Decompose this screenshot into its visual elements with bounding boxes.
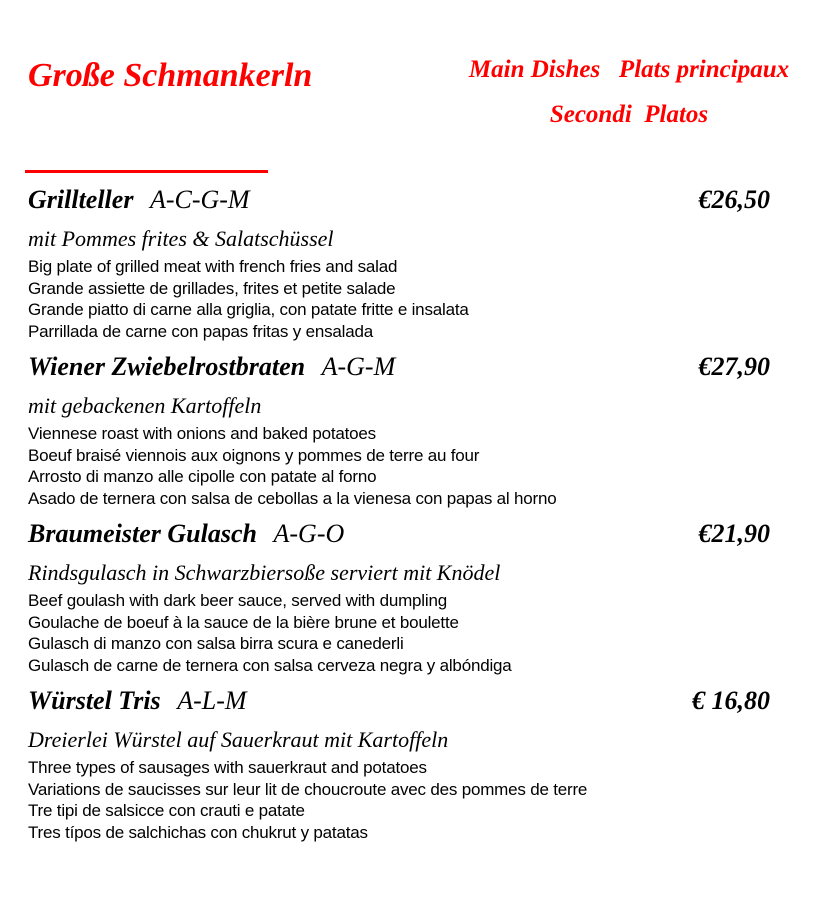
menu-item-header bbox=[28, 520, 770, 548]
dish-subtitle-german: Rindsgulasch in Schwarzbiersoße serviert mit Knödel bbox=[28, 560, 501, 585]
menu-item bbox=[28, 520, 770, 676]
dish-name: Wiener Zwiebelrostbraten bbox=[28, 352, 306, 381]
allergen-codes: A-G-O bbox=[273, 519, 345, 548]
translation-french: Boeuf braisé viennois aux oignons y pommes de terre au four bbox=[28, 445, 480, 465]
menu-item bbox=[28, 687, 770, 843]
translation-french: Goulache de boeuf à la sauce de la bière brune et boulette bbox=[28, 612, 459, 632]
dish-title-line bbox=[28, 353, 395, 381]
translation-italian: Gulasch di manzo con salsa birra scura e canederli bbox=[28, 634, 404, 653]
menu-header-left bbox=[28, 52, 453, 100]
menu-header bbox=[0, 0, 835, 130]
dish-subtitle-german: mit gebackenen Kartoffeln bbox=[28, 393, 262, 418]
translation-english: Three types of sausages with sauerkraut and potatoes bbox=[28, 758, 427, 777]
menu-item bbox=[28, 353, 770, 509]
dish-name: Grillteller bbox=[28, 185, 134, 214]
dish-title-line bbox=[28, 687, 247, 715]
dish-translations bbox=[28, 423, 770, 509]
page-title: Große Schmankerln bbox=[28, 57, 313, 94]
dish-price: €21,90 bbox=[698, 519, 770, 548]
dish-price: €27,90 bbox=[698, 352, 770, 381]
dish-translations bbox=[28, 256, 770, 342]
translation-spanish: Parrillada de carne con papas fritas y ensalada bbox=[28, 321, 373, 341]
translation-english: Beef goulash with dark beer sauce, served with dumpling bbox=[28, 591, 447, 610]
menu-item-header bbox=[28, 353, 770, 381]
menu-item-list bbox=[0, 173, 835, 843]
translation-french: Variations de saucisses sur leur lit de choucroute avec des pommes de terre bbox=[28, 779, 588, 799]
menu-item-header bbox=[28, 687, 770, 715]
dish-price: €26,50 bbox=[698, 185, 770, 214]
translation-english: Big plate of grilled meat with french fries and salad bbox=[28, 257, 398, 276]
dish-translations bbox=[28, 757, 770, 843]
translation-italian: Tre tipi de salsicce con crauti e patate bbox=[28, 801, 305, 820]
dish-subtitle-german: mit Pommes frites & Salatschüssel bbox=[28, 226, 334, 251]
dish-title-line bbox=[28, 186, 250, 214]
translation-spanish: Tres típos de salchichas con chukrut y patatas bbox=[28, 822, 368, 842]
dish-price: € 16,80 bbox=[692, 686, 770, 715]
dish-subtitle-german: Dreierlei Würstel auf Sauerkraut mit Kartoffeln bbox=[28, 727, 449, 752]
dish-name: Würstel Tris bbox=[28, 686, 161, 715]
menu-header-translations bbox=[453, 52, 805, 130]
translation-spanish: Gulasch de carne de ternera con salsa cerveza negra y albóndiga bbox=[28, 655, 512, 675]
section-title-en-fr: Main Dishes Plats principaux bbox=[468, 56, 790, 83]
menu-item bbox=[28, 186, 770, 342]
section-title-it-es: Secondi Platos bbox=[549, 101, 709, 128]
translation-english: Viennese roast with onions and baked potatoes bbox=[28, 424, 376, 443]
translation-spanish: Asado de ternera con salsa de cebollas a la vienesa con papas al horno bbox=[28, 488, 557, 508]
allergen-codes: A-G-M bbox=[321, 352, 396, 381]
translation-italian: Arrosto di manzo alle cipolle con patate al forno bbox=[28, 467, 377, 486]
translation-french: Grande assiette de grillades, frites et petite salade bbox=[28, 278, 396, 298]
dish-name: Braumeister Gulasch bbox=[28, 519, 257, 548]
allergen-codes: A-L-M bbox=[177, 686, 247, 715]
allergen-codes: A-C-G-M bbox=[149, 185, 250, 214]
dish-title-line bbox=[28, 520, 344, 548]
translation-italian: Grande piatto di carne alla griglia, con patate fritte e insalata bbox=[28, 300, 469, 319]
dish-translations bbox=[28, 590, 770, 676]
menu-item-header bbox=[28, 186, 770, 214]
